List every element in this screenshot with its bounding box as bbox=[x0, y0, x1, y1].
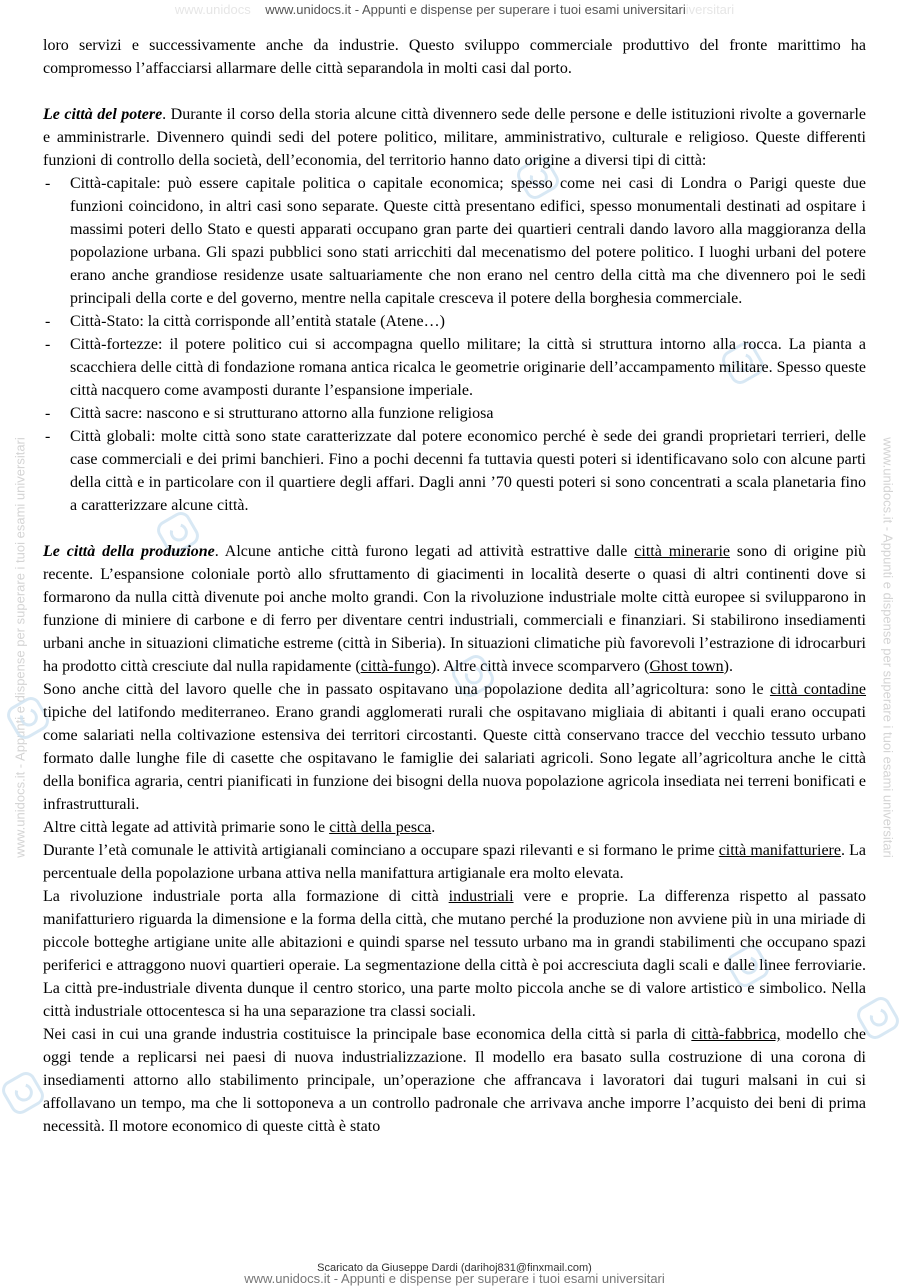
list-item: - Città globali: molte città sono state caratterizzate dal potere economico perché è sede dei grandi proprietari terrieri, delle case commerciali e dei primi banchieri. Fino a pochi decenni fa tuttavia questi poteri si identificavano solo con alcune parti della città e in particolare con il quartiere degli affari. Dagli anni ’70 questi poteri si sono concentrati a scala planetaria fino a caratterizzare alcune città. bbox=[43, 425, 866, 517]
document-body bbox=[43, 34, 866, 1138]
list-item: - Città-Stato: la città corrisponde all’entità statale (Atene…) bbox=[43, 310, 866, 333]
produzione-paragraph-5: La rivoluzione industriale porta alla formazione di città industriali vere e proprie. La differenza rispetto al passato manifatturiero riguarda la dimensione e la forma della città, che mutano perché la produzione non avviene più in una miriade di piccole botteghe artigiane unite alle abitazioni e quindi sparse nel tessuto urbano ma in grandi stabilimenti che occupano spazi periferici e attraggono nuovi quartieri operaie. La segmentazione della città è poi accresciuta dagli scali e dalle linee ferroviarie. La città pre-industriale diventa dunque il centro storico, una parte molto piccola anche se di valore artistico e simbolico. Nella città industriale ottocentesca si ha una separazione tra classi sociali. bbox=[43, 888, 866, 1020]
header-watermark bbox=[0, 2, 909, 17]
produzione-paragraph-1: Le città della produzione. Alcune antiche città furono legati ad attività estrattive dalle città minerarie sono di origine più recente. L’espansione coloniale portò allo sfruttamento di giacimenti in località deserte o quasi di altri continenti dove si formarono da nulla città divenute poi anche molto grandi. Con la rivoluzione industriale molte città europee si svilupparono in funzione di miniere di carbone e di ferro per diventare centri industriali, commerciali e finanziari. Si stabilirono insediamenti urbani anche in situazioni climatiche estreme (città in Siberia). In situazioni climatiche più favorevoli l’estrazione di idrocarburi ha prodotto città cresciute dal nulla rapidamente (città-fungo). Altre città invece scomparvero (Ghost town). bbox=[43, 543, 867, 675]
right-side-watermark: www.unidocs.it - Appunti e dispense per superare i tuoi esami universitari bbox=[880, 437, 896, 858]
produzione-paragraph-6: Nei casi in cui una grande industria costituisce la principale base economica della città si parla di città-fabbrica, modello che oggi tende a replicarsi nei paesi di nuova industrializzazione. Il modello era basato sulla costruzione di una corona di insediamenti attorno allo stabilimento principale, un’operazione che affrancava i lavoratori dai tuguri malsani in cui si affollavano un tempo, ma che li sottoponeva a un controllo padronale che arrivava anche imporre l’acquisto dei beni di prima necessità. Il motore economico di queste città è stato bbox=[43, 1026, 866, 1135]
term-citta-contadine: città contadine bbox=[769, 681, 867, 698]
produzione-paragraph-4: Durante l’età comunale le attività artigianali cominciano a occupare spazi rilevanti e si formano le prime città manifatturiere. La percentuale della popolazione urbana attiva nella manifattura artigianale era molto elevata. bbox=[43, 842, 866, 882]
term-citta-minerarie: città minerarie bbox=[634, 543, 730, 560]
header-watermark-faint-left: www.unidocs bbox=[174, 2, 251, 17]
term-industriali: industriali bbox=[448, 888, 514, 905]
city-types-list bbox=[43, 172, 866, 517]
term-citta-fabbrica: città-fabbrica, bbox=[691, 1026, 781, 1043]
list-item: - Città-capitale: può essere capitale politica o capitale economica; spesso come nei casi di Londra o Parigi queste due funzioni coincidono, in altri casi sono separate. Queste città presentano edifici, spesso monumentali destinati ad ospitare i massimi poteri dello Stato e questi apparati occupano gran parte dei quartieri centrali dando lavoro alla maggioranza della popolazione urbana. Gli spazi pubblici sono stati arricchiti dal mecenatismo del potere politico. I luoghi urbani del potere erano anche grandiose residenze usate saltuariamente che non erano nel centro della città ma che divennero poi le sedi principali della corte e del governo, mentre nella capitale cresceva il potere della borghesia commerciale. bbox=[43, 172, 866, 310]
potere-paragraph bbox=[43, 103, 866, 172]
footer-watermark: www.unidocs.it - Appunti e dispense per superare i tuoi esami universitari bbox=[244, 1271, 665, 1286]
produzione-paragraph-3: Altre città legate ad attività primarie sono le città della pesca. bbox=[43, 819, 436, 836]
list-item: - Città-fortezze: il potere politico cui si accompagna quello militare; la città si struttura intorno alla rocca. La pianta a scacchiera delle città di fondazione romana antica ricalca le geometrie originarie dell’accampamento militare. Spesso queste città nacquero come avamposti durante l’espansione imperiale. bbox=[43, 333, 866, 402]
term-citta-della-pesca: città della pesca bbox=[329, 819, 432, 836]
unidocs-logo-icon bbox=[0, 1068, 48, 1117]
term-citta-fungo: città-fungo bbox=[360, 658, 431, 675]
download-credit: Scaricato da Giuseppe Dardi (darihoj831@finxmail.com) bbox=[317, 1262, 592, 1274]
header-watermark-faint-right: iversitari bbox=[685, 2, 735, 17]
list-item: - Città sacre: nascono e si strutturano attorno alla funzione religiosa bbox=[43, 402, 866, 425]
left-side-watermark: www.unidocs.it - Appunti e dispense per superare i tuoi esami universitari bbox=[12, 437, 28, 858]
term-citta-manifatturiere: città manifatturiere bbox=[718, 842, 841, 859]
intro-paragraph: loro servizi e successivamente anche da industrie. Questo sviluppo commerciale produttivo del fronte marittimo ha compromesso l’affacciarsi allarmare delle città separandola in molti casi dal porto. bbox=[43, 37, 866, 77]
header-watermark-text: www.unidocs.it - Appunti e dispense per superare i tuoi esami universitari bbox=[265, 2, 686, 17]
potere-intro-text: . Durante il corso della storia alcune città divennero sede delle persone e delle istituzioni rivolte a governarle e amministrarle. Divennero quindi sedi del potere politico, militare, amministrativo, culturale e religioso. Queste differenti funzioni di controllo della società, dell’economia, del territorio hanno dato origine a diversi tipi di città: bbox=[43, 106, 867, 169]
term-ghost-town: Ghost town bbox=[649, 658, 724, 675]
produzione-paragraph-2: Sono anche città del lavoro quelle che in passato ospitavano una popolazione dedita all’agricoltura: sono le città contadine tipiche del latifondo mediterraneo. Erano grandi agglomerati rurali che ospitavano migliaia di abitanti i quali erano occupati come salariati nella coltivazione estensiva dei territori circostanti. Queste città conservano tracce del vecchio tessuto urbano formato dalle lunghe file di casette che ospitavano le famiglie dei salariati agricoli. Sono legate all’agricoltura anche le città della bonifica agraria, centri pianificati in funzione dei bisogni della nuova popolazione agricola insediata nei terreni bonificati e infrastrutturali. bbox=[43, 681, 867, 813]
section-heading-potere: Le città del potere bbox=[43, 106, 163, 123]
section-heading-produzione: Le città della produzione bbox=[43, 543, 215, 560]
